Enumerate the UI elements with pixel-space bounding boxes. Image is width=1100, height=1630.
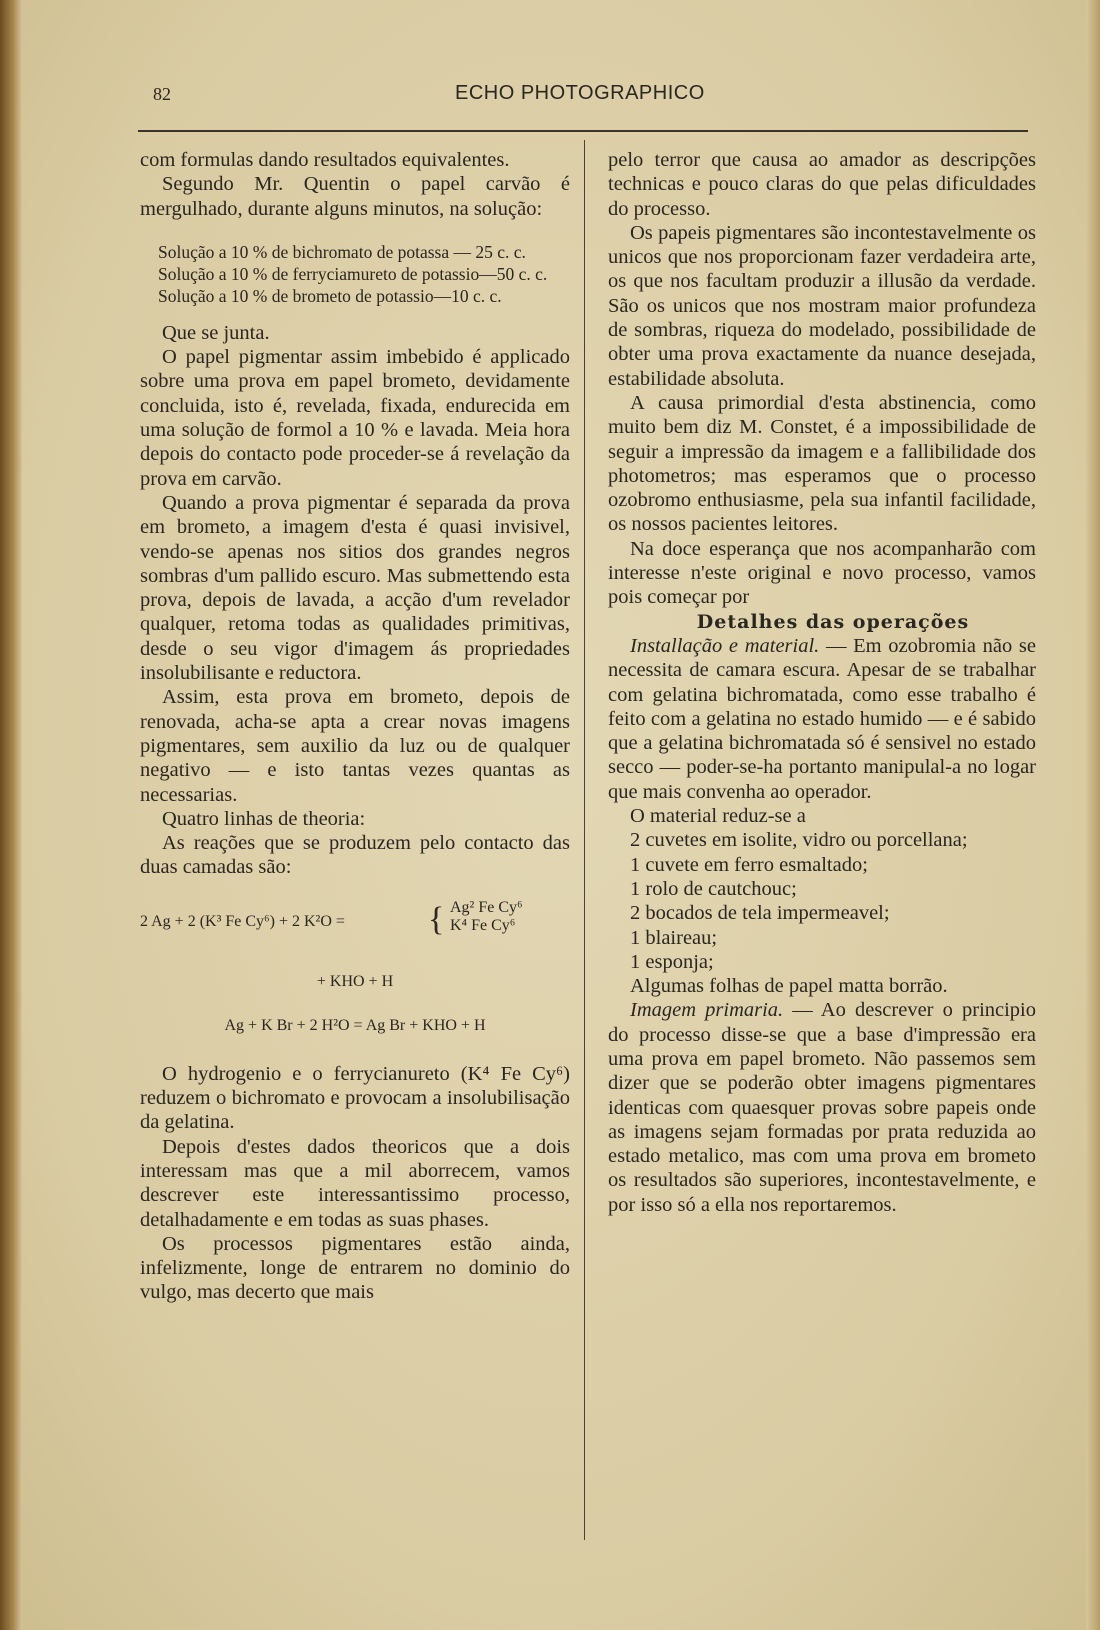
list-item: 1 rolo de cautchouc; bbox=[630, 877, 797, 900]
paragraph: O material reduz-se a bbox=[630, 805, 806, 828]
subsection-title: Installação e material. bbox=[630, 634, 820, 657]
list-item: 2 cuvetes em isolite, vidro ou porcellana; bbox=[630, 829, 968, 852]
equation-product-top: Ag² Fe Cy⁶ bbox=[450, 898, 523, 916]
paragraph: O hydrogenio e o ferrycianureto (K⁴ Fe Cy⁶) reduzem o bichromato e provocam a insolubilisação da gelatina. bbox=[140, 1062, 570, 1134]
page-edge bbox=[1086, 0, 1100, 1630]
paragraph bbox=[608, 998, 1036, 1217]
paragraph: Assim, esta prova em brometo, depois de renovada, acha-se apta a crear novas imagens pigmentares, sem auxilio da luz ou de qualquer negativo — e isto tantas vezes quantas as necessarias. bbox=[140, 686, 570, 806]
running-title: ECHO PHOTOGRAPHICO bbox=[455, 82, 705, 104]
solution-item: Solução a 10 % de ferryciamureto de potassio—50 c. c. bbox=[158, 263, 548, 284]
chemical-equation-2: + KHO + H bbox=[316, 972, 394, 990]
paragraph-body: — Ao descrever o principio do processo disse-se que a base d'impressão era uma prova em papel brometo. Não passemos sem dizer que se poderão obter imagens pigmentares identicas com quaesquer provas sobre papeis onde as imagens sejam formadas por prata reduzida ao estado metalico, mas com uma prova em brometo os resultados são superiores, incontestavelmente, e por isso só a ella nos reportaremos. bbox=[608, 999, 1036, 1216]
paragraph: A causa primordial d'esta abstinencia, como muito bem diz M. Constet, é a impossibilidade de seguir a impressão da imagem e a fallibilidade dos photometros; mas esperamos que o processo ozobromo enthusiasme, pela sua infantil facilidade, os nossos pacientes leitores. bbox=[608, 391, 1036, 536]
paragraph: Os processos pigmentares estão ainda, infelizmente, longe de entrarem no dominio do vulgo, mas decerto que mais bbox=[140, 1232, 570, 1304]
paragraph: O papel pigmentar assim imbebido é applicado sobre uma prova em papel brometo, devidamente concluida, isto é, revelada, fixada, endurecida em uma solução de formol a 10 % e lavada. Meia hora depois do contacto pode proceder-se á revelação da prova em carvão. bbox=[140, 346, 570, 490]
paragraph: Segundo Mr. Quentin o papel carvão é mergulhado, durante alguns minutos, na solução: bbox=[140, 173, 570, 220]
list-item: Algumas folhas de papel matta borrão. bbox=[630, 975, 948, 998]
brace-glyph: { bbox=[428, 900, 445, 938]
right-column bbox=[608, 148, 1036, 1217]
list-item: 2 bocados de tela impermeavel; bbox=[630, 902, 890, 925]
paragraph bbox=[608, 634, 1036, 804]
equation-lhs: 2 Ag + 2 (K³ Fe Cy⁶) + 2 K²O = bbox=[140, 912, 345, 930]
paragraph: pelo terror que causa ao amador as descripções technicas e pouco claras do que pelas dificuldades do processo. bbox=[608, 149, 1036, 220]
book-spine bbox=[0, 0, 22, 1630]
paragraph: Os papeis pigmentares são incontestavelmente os unicos que nos proporcionam fazer verdadeira arte, os que nos facultam produzir a illusão da verdade. São os unicos que nos mostram maior profundeza de sombras, riqueza do modelado, possibilidade de obter uma prova exactamente da nuance desejada, estabilidade absoluta. bbox=[608, 221, 1036, 390]
solutions-list bbox=[140, 227, 570, 321]
header-rule bbox=[138, 130, 1028, 132]
paragraph: Quatro linhas de theoria: bbox=[162, 807, 366, 830]
page-number: 82 bbox=[153, 84, 171, 104]
solution-item: Solução a 10 % de bichromato de potassa — 25 c. c. bbox=[158, 241, 526, 262]
paragraph: Que se junta. bbox=[162, 321, 270, 344]
materials-list bbox=[608, 828, 1036, 998]
solution-item: Solução a 10 % de brometo de potassio—10 c. c. bbox=[158, 285, 502, 306]
left-column bbox=[140, 148, 570, 1305]
list-item: 1 blaireau; bbox=[630, 926, 718, 949]
column-divider bbox=[584, 140, 585, 1540]
section-heading: Detalhes das operações bbox=[696, 610, 970, 633]
list-item: 1 cuvete em ferro esmaltado; bbox=[630, 853, 868, 876]
list-item: 1 esponja; bbox=[630, 950, 714, 973]
subsection-title: Imagem primaria. bbox=[630, 999, 784, 1022]
paragraph: com formulas dando resultados equivalentes. bbox=[140, 149, 510, 171]
chemical-equation-1 bbox=[140, 894, 570, 954]
paragraph: Quando a prova pigmentar é separada da prova em brometo, a imagem d'esta é quasi invisivel, vendo-se apenas nos sitios dos grandes negros sombras d'um pallido escuro. Mas submettendo esta prova, depois de lavada, a acção d'um revelador qualquer, retoma todas as qualidades primitivas, desde o seu vigor d'imagem ás propriedades insolubilisante e reductora. bbox=[140, 491, 570, 685]
paragraph: Na doce esperança que nos acompanharão com interesse n'este original e novo processo, vamos pois começar por bbox=[608, 537, 1036, 609]
equation-product-bottom: K⁴ Fe Cy⁶ bbox=[450, 916, 516, 934]
paragraph: Depois d'estes dados theoricos que a dois interessam mas que a mil aborrecem, vamos descrever este interessantissimo processo, detalhadamente e em todas as suas phases. bbox=[140, 1135, 570, 1231]
paragraph: As reações que se produzem pelo contacto das duas camadas são: bbox=[140, 832, 570, 879]
paragraph-body: — Em ozobromia não se necessita de camara escura. Apesar de se trabalhar com gelatina bichromatada, como esse trabalho é feito com a gelatina no estado humido — e é sabido que a gelatina bichromatada só é sensivel no estado secco — poder-se-ha portanto manipulal-a no logar que mais convenha ao operador. bbox=[608, 634, 1036, 803]
chemical-equation-3: Ag + K Br + 2 H²O = Ag Br + KHO + H bbox=[224, 1016, 486, 1034]
